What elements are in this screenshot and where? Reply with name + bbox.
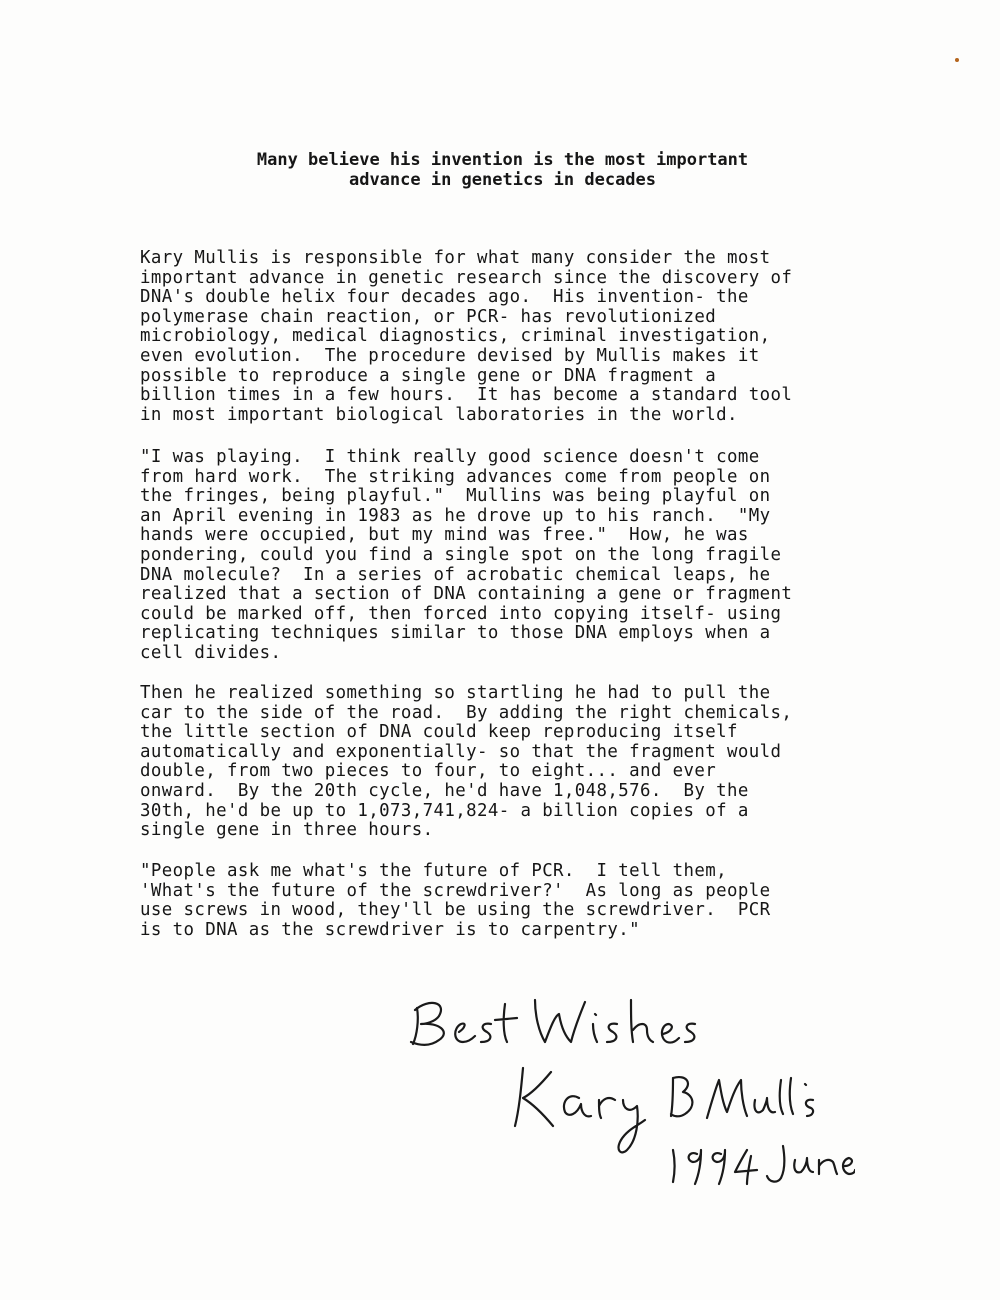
signature-greeting: Best Wishes — [415, 1040, 422, 1041]
paragraph-quote-playing: "I was playing. I think really good science doesn't come from hard work. The striking advances come from people on the fringes, being playful." Mullins was being playful on an April evening in 1983 as he drove up to his ranch. "My hands were occupied, but my mind was free." How, he was pondering, could you find a single spot on the long fragile DNA molecule? In a series of acrobatic chemical leaps, he realized that a section of DNA containing a gene or fragment could be marked off, then forced into copying itself- using replicating techniques similar to those DNA employs when a cell divides. — [140, 447, 793, 663]
signature-greeting-stroke — [411, 1000, 695, 1045]
ink-dot-mark — [955, 58, 959, 62]
paragraph-intro: Kary Mullis is responsible for what many consider the most important advance in genetic research since the discovery of DNA's double helix four decades ago. His invention- the polymerase chain reaction, or PCR- has revolutionized microbiology, medical diagnostics, criminal investigation, even evolution. The procedure devised by Mullis makes it possible to reproduce a single gene or DNA fragment a billion times in a few hours. It has become a standard tool in most important biological laboratories in the world. — [140, 248, 793, 425]
paragraph-realization: Then he realized something so startling he had to pull the car to the side of the road. By adding the right chemicals, the little section of DNA could keep reproducing itself automatically and exponentially- so that the fragment would double, from two pieces to four, to eight... and ever onward. By the 20th cycle, he'd have 1,048,576. By the 30th, he'd be up to 1,073,741,824- a billion copies of a single gene in three hours. — [140, 683, 793, 841]
signature-drawing — [395, 980, 855, 1190]
signature-name: Kary B Mullis — [525, 1120, 532, 1121]
headline: Many believe his invention is the most important advance in genetics in decades — [256, 150, 749, 190]
signature-name-stroke — [515, 1068, 813, 1152]
signature-date-stroke — [673, 1146, 855, 1184]
signature-date: 1994 June — [675, 1180, 681, 1181]
handwritten-signature — [395, 980, 855, 1190]
paragraph-quote-screwdriver: "People ask me what's the future of PCR. I tell them, 'What's the future of the screwdriver?' As long as people use screws in wood, they'll be using the screwdriver. PCR is to DNA as the screwdriver is to carpentry." — [140, 861, 771, 940]
signature-text-layer — [415, 1038, 681, 1181]
